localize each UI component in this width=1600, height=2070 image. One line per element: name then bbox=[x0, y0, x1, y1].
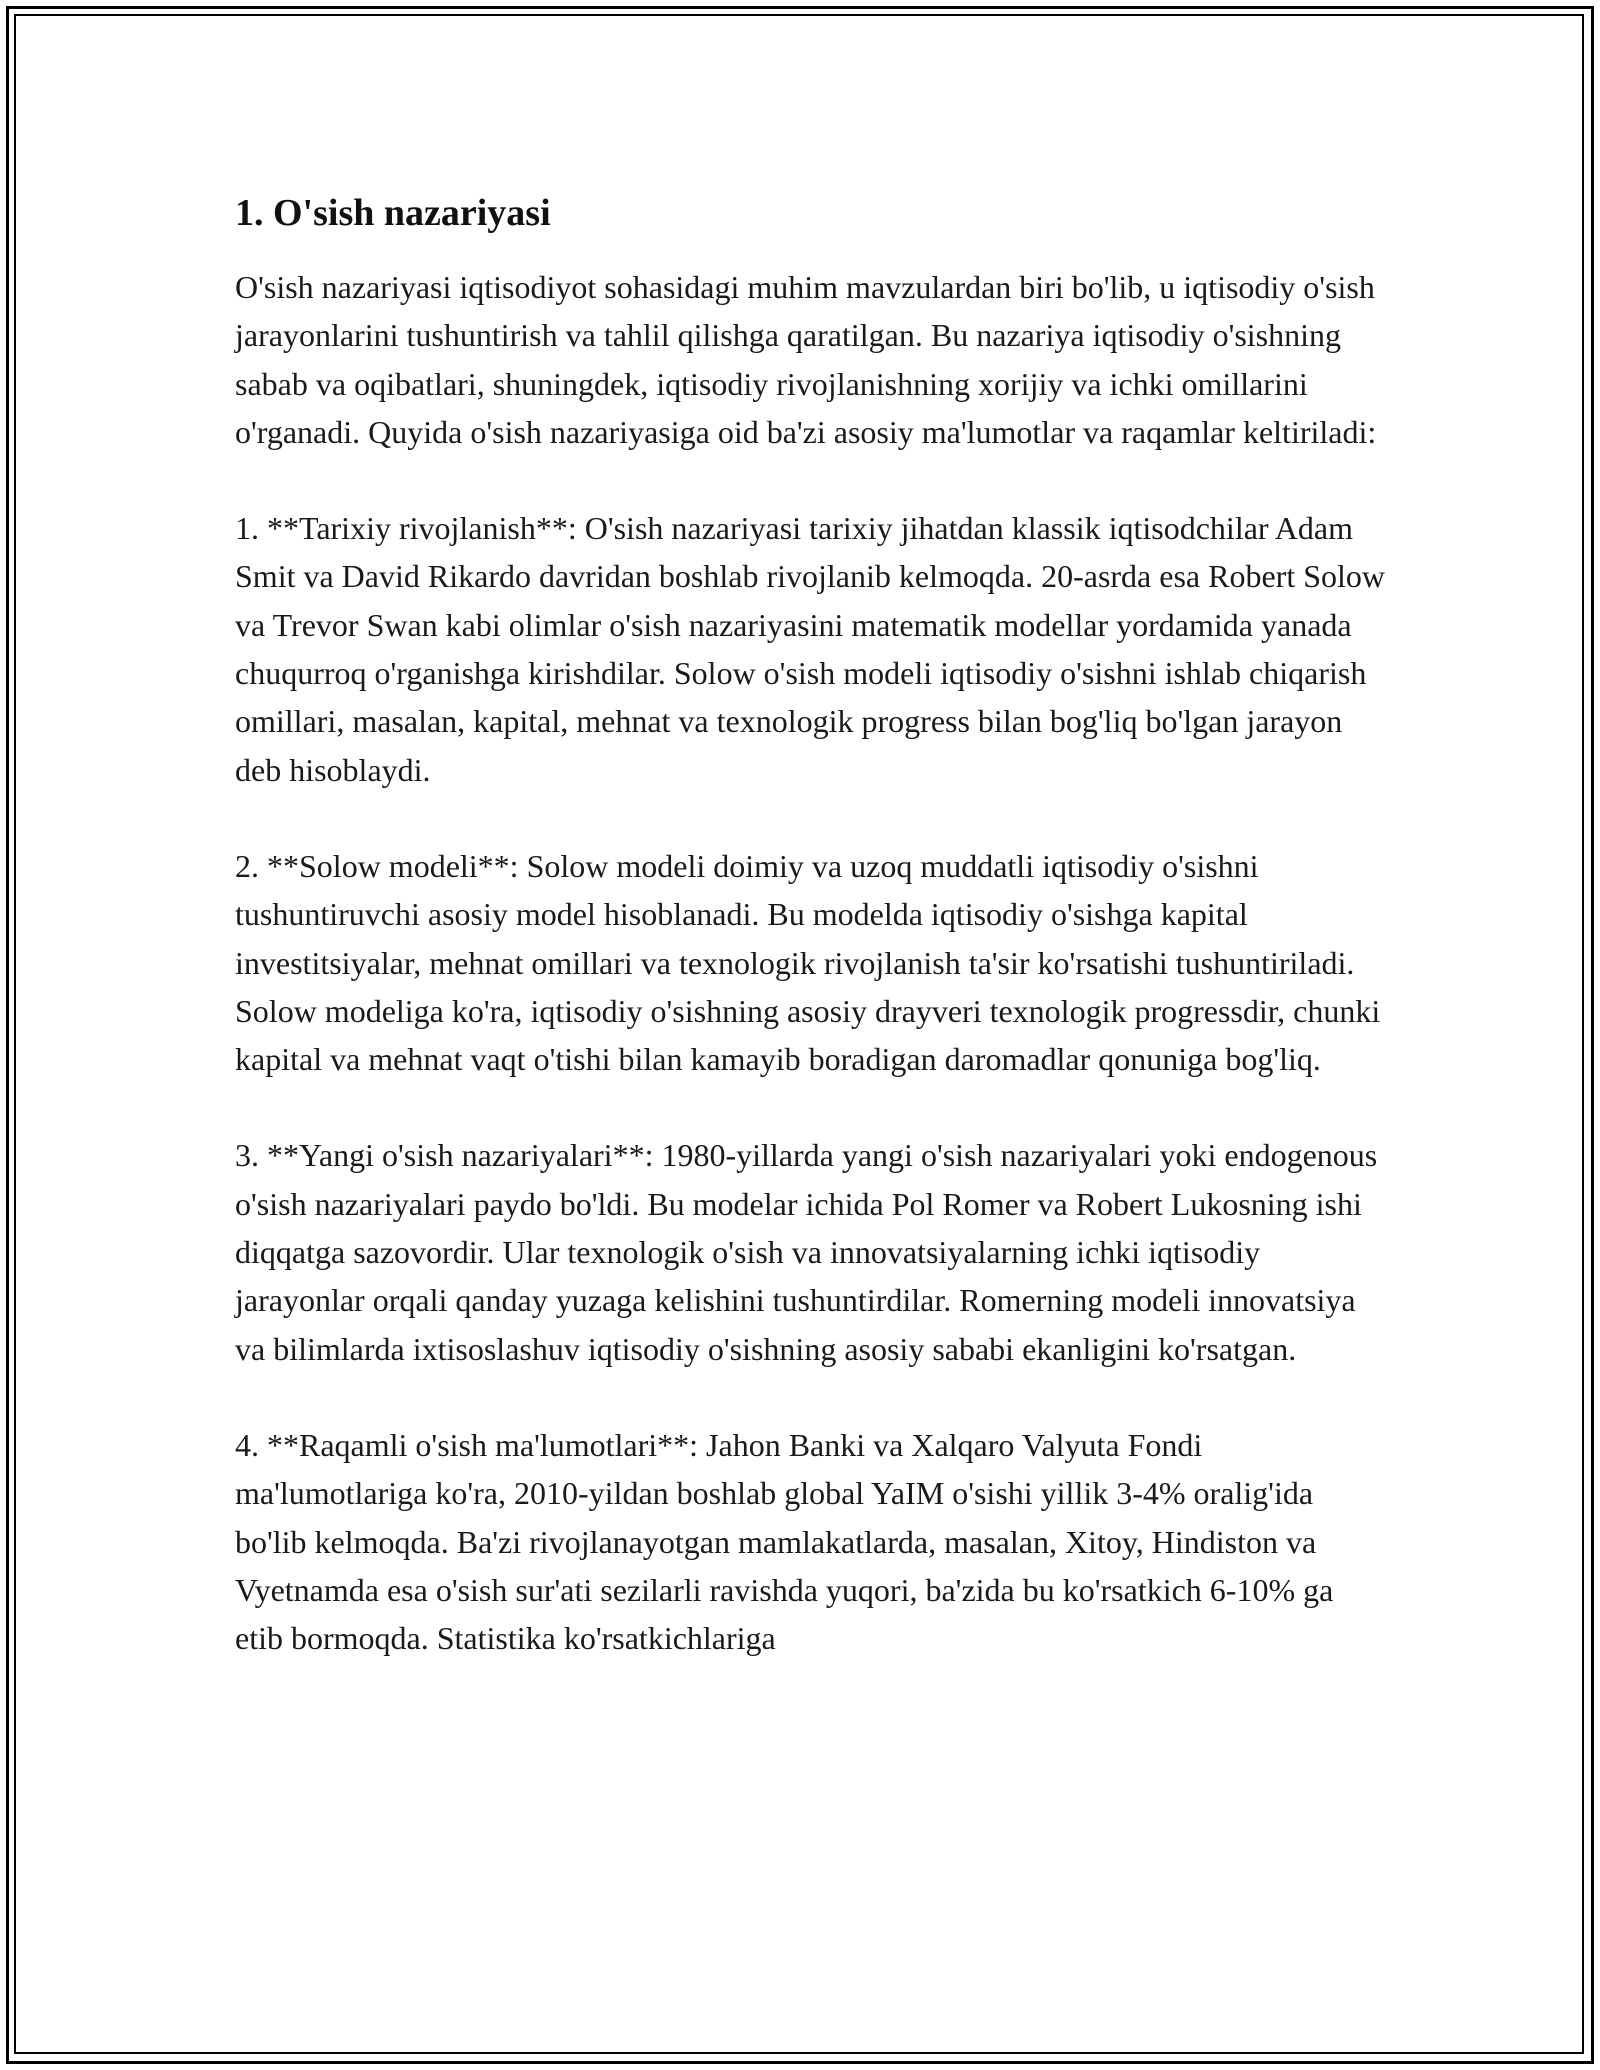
document-page bbox=[235, 185, 1385, 1710]
paragraph-new-growth-theories: 3. **Yangi o'sish nazariyalari**: 1980-yillarda yangi o'sish nazariyalari yoki endogenous o'sish nazariyalari paydo bo'ldi. Bu modelar ichida Pol Romer va Robert Lukosning ishi diqqatga sazovordir. Ular texnologik o'sish va innovatsiyalarning ichki iqtisodiy jarayonlar orqali qanday yuzaga kelishini tushuntirdilar. Romerning modeli innovatsiya va bilimlarda ixtisoslashuv iqtisodiy o'sishning asosiy sababi ekanligini ko'rsatgan. bbox=[235, 1137, 1378, 1367]
paragraph-solow-model: 2. **Solow modeli**: Solow modeli doimiy va uzoq muddatli iqtisodiy o'sishni tushuntiruvchi asosiy model hisoblanadi. Bu modelda iqtisodiy o'sishga kapital investitsiyalar, mehnat omillari va texnologik rivojlanish ta'sir ko'rsatishi tushuntiriladi. Solow modeliga ko'ra, iqtisodiy o'sishning asosiy drayveri texnologik progressdir, chunki kapital va mehnat vaqt o'tishi bilan kamayib boradigan daromadlar qonuniga bog'liq. bbox=[235, 847, 1381, 1078]
paragraph-historical-development: 1. **Tarixiy rivojlanish**: O'sish nazariyasi tarixiy jihatdan klassik iqtisodchilar Adam Smit va David Rikardo davridan boshlab rivojlanib kelmoqda. 20-asrda esa Robert Solow va Trevor Swan kabi olimlar o'sish nazariyasini matematik modellar yordamida yanada chuqurroq o'rganishga kirishdilar. Solow o'sish modeli iqtisodiy o'sishni ishlab chiqarish omillari, masalan, kapital, mehnat va texnologik progress bilan bog'liq bo'lgan jarayon deb hisoblaydi. bbox=[235, 510, 1385, 788]
paragraph-growth-data: 4. **Raqamli o'sish ma'lumotlari**: Jahon Banki va Xalqaro Valyuta Fondi ma'lumotlariga ko'ra, 2010-yildan boshlab global YaIM o'sishi yillik 3-4% oralig'ida bo'lib kelmoqda. Ba'zi rivojlanayotgan mamlakatlarda, masalan, Xitoy, Hindiston va Vyetnamda esa o'sish sur'ati sezilarli ravishda yuqori, ba'zida bu ko'rsatkich 6-10% ga etib bormoqda. Statistika ko'rsatkichlariga bbox=[235, 1426, 1334, 1657]
section-heading: 1. O'sish nazariyasi bbox=[235, 192, 551, 234]
intro-paragraph: O'sish nazariyasi iqtisodiyot sohasidagi muhim mavzulardan biri bo'lib, u iqtisodiy o'sish jarayonlarini tushuntirish va tahlil qilishga qaratilgan. Bu nazariya iqtisodiy o'sishning sabab va oqibatlari, shuningdek, iqtisodiy rivojlanishning xorijiy va ichki omillarini o'rganadi. Quyida o'sish nazariyasiga oid ba'zi asosiy ma'lumotlar va raqamlar keltiriladi: bbox=[235, 269, 1377, 450]
